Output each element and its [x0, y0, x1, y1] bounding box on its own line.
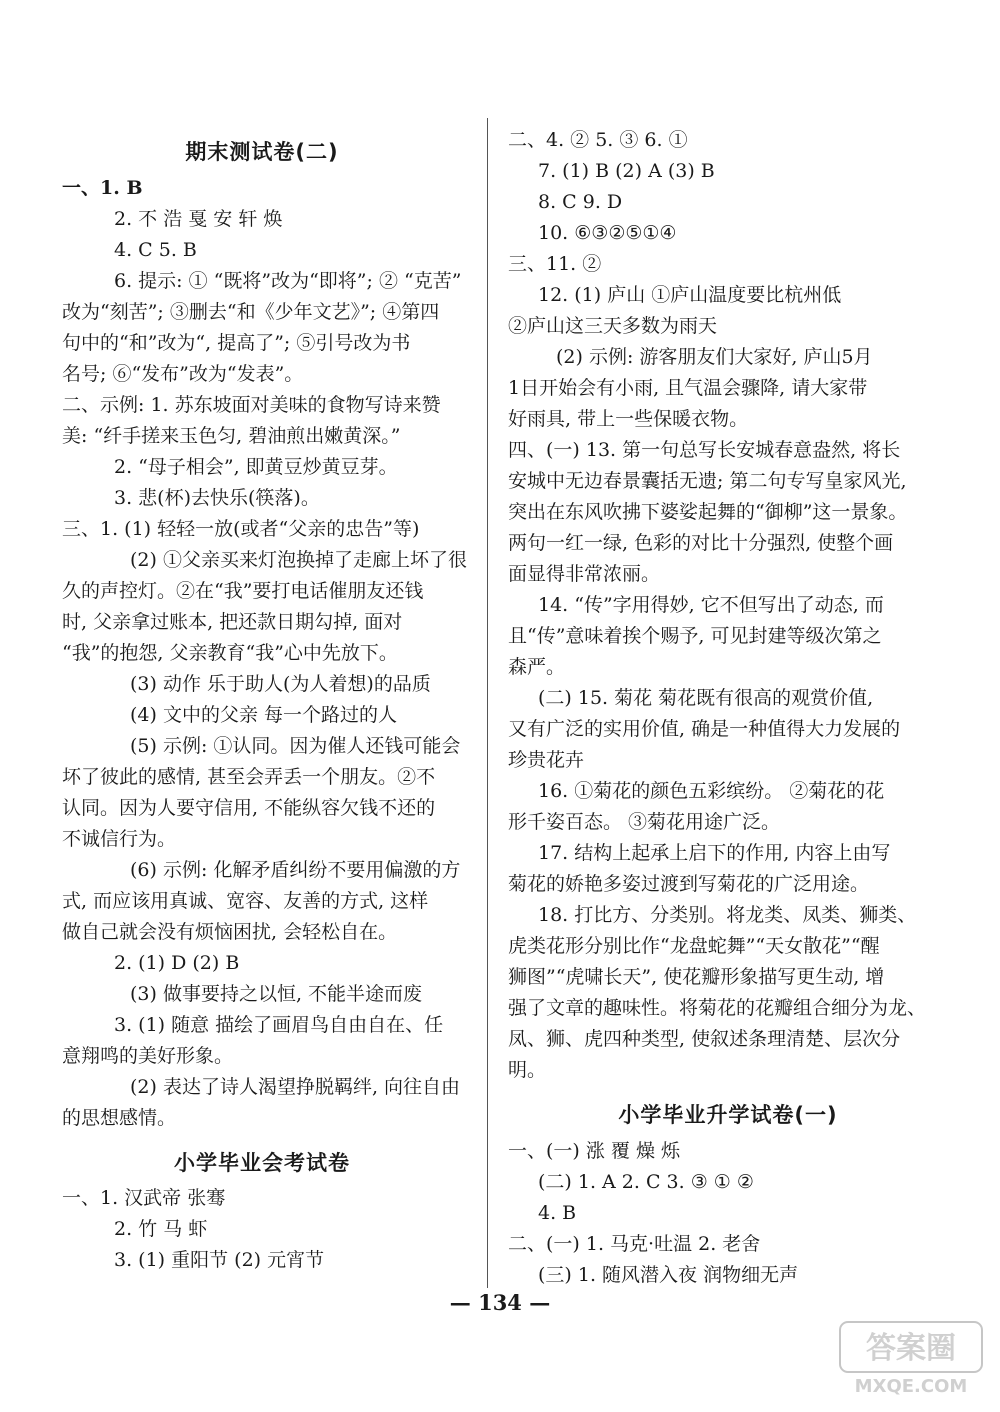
answer-line: 14. “传”字用得妙, 它不但写出了动态, 而	[538, 594, 884, 616]
answer-line: 3. 悲(杯)去快乐(筷落)。	[114, 487, 320, 509]
answer-line: 4. C 5. B	[114, 239, 197, 261]
answer-line: (6) 示例: 化解矛盾纠纷不要用偏激的方	[130, 859, 461, 881]
answer-line: 2. “母子相会”, 即黄豆炒黄豆芽。	[114, 456, 398, 478]
answer-line: 两句一红一绿, 色彩的对比十分强烈, 使整个画	[508, 532, 894, 554]
answer-line: 菊花的娇艳多姿过渡到写菊花的广泛用途。	[508, 873, 870, 895]
answer-line: (2) 表达了诗人渴望挣脱羁绊, 向往自由	[130, 1076, 461, 1098]
watermark-text-top: 答案圈	[866, 1331, 956, 1366]
answer-line: 一、1. B	[62, 177, 143, 199]
answer-line: 且“传”意味着挨个赐予, 可见封建等级次第之	[508, 625, 882, 647]
answer-line: 虎类花形分别比作“龙盘蛇舞”“天女散花”“醒	[508, 935, 880, 957]
answer-line: 1日开始会有小雨, 且气温会骤降, 请大家带	[508, 377, 868, 399]
answer-line: 式, 而应该用真诚、宽容、友善的方式, 这样	[62, 890, 429, 912]
answer-line: 10. ⑥③②⑤①④	[538, 222, 677, 244]
answer-line: 形千姿百态。 ③菊花用途广泛。	[508, 811, 781, 833]
answer-line: 意翔鸣的美好形象。	[62, 1045, 234, 1067]
answer-line: 一、(一) 涨 覆 燥 烁	[508, 1140, 680, 1162]
answer-line: 2. (1) D (2) B	[114, 952, 240, 974]
answer-line: 二、示例: 1. 苏东坡面对美味的食物写诗来赞	[62, 394, 441, 416]
answer-line: 4. B	[538, 1202, 577, 1224]
answer-line: 16. ①菊花的颜色五彩缤纷。 ②菊花的花	[538, 780, 885, 802]
answer-line: (三) 1. 随风潜入夜 润物细无声	[538, 1264, 799, 1286]
answer-line: 四、(一) 13. 第一句总写长安城春意盎然, 将长	[508, 439, 901, 461]
answer-line: 8. C 9. D	[538, 191, 623, 213]
answer-line: (2) 示例: 游客朋友们大家好, 庐山5月	[556, 346, 873, 368]
answer-line: 珍贵花卉	[508, 749, 585, 771]
answer-line: 6. 提示: ① “既将”改为“即将”; ② “克苦”	[114, 270, 462, 292]
answer-line: 狮图”“虎啸长天”, 使花瓣形象描写更生动, 增	[508, 966, 885, 988]
answer-line: (二) 15. 菊花 菊花既有很高的观赏价值,	[538, 687, 874, 709]
answer-line: 17. 结构上起承上启下的作用, 内容上由写	[538, 842, 891, 864]
answer-line: 强了文章的趣味性。将菊花的花瓣组合细分为龙、	[508, 997, 927, 1019]
watermark-text-bottom: MXQE.COM	[854, 1376, 968, 1397]
answer-line: (5) 示例: ①认同。因为催人还钱可能会	[130, 735, 461, 757]
answer-line: 二、(一) 1. 马克·吐温 2. 老舍	[508, 1233, 761, 1255]
answer-line: 做自己就会没有烦恼困扰, 会轻松自在。	[62, 921, 398, 943]
answer-line: 12. (1) 庐山 ①庐山温度要比杭州低	[538, 284, 842, 306]
answer-line: 3. (1) 重阳节 (2) 元宵节	[114, 1249, 325, 1271]
answer-line: 的思想感情。	[62, 1107, 177, 1129]
answer-line: (4) 文中的父亲 每一个路过的人	[130, 704, 397, 726]
answer-line: 2. 竹 马 虾	[114, 1218, 208, 1240]
answer-line: 二、4. ② 5. ③ 6. ①	[508, 129, 688, 151]
answer-line: 坏了彼此的感情, 甚至会弄丢一个朋友。②不	[62, 766, 436, 788]
answer-line: 7. (1) B (2) A (3) B	[538, 160, 715, 182]
column-divider	[487, 118, 488, 1288]
answer-line: “我”的抱怨, 父亲教育“我”心中先放下。	[62, 642, 398, 664]
page-number: — 134 —	[449, 1290, 551, 1315]
answer-line: 森严。	[508, 656, 566, 678]
answer-line: 时, 父亲拿过账本, 把还款日期勾掉, 面对	[62, 611, 403, 633]
answer-line: 句中的“和”改为“, 提高了”; ⑤引号改为书	[62, 332, 411, 354]
answer-line: 又有广泛的实用价值, 确是一种值得大力发展的	[508, 718, 901, 740]
answer-line: 面显得非常浓丽。	[508, 563, 661, 585]
answer-line: 美: “纤手搓来玉色匀, 碧油煎出嫩黄深。”	[62, 425, 401, 447]
section-title-graduation-exam: 小学毕业会考试卷	[174, 1151, 350, 1175]
answer-line: 认同。因为人要守信用, 不能纵容欠钱不还的	[62, 797, 436, 819]
answer-line: 不诚信行为。	[62, 828, 177, 850]
answer-line: 安城中无边春景囊括无遗; 第二句专写皇家风光,	[508, 470, 907, 492]
answer-line: 突出在东风吹拂下婆娑起舞的“御柳”这一景象。	[508, 501, 908, 523]
answer-line: 一、1. 汉武帝 张骞	[62, 1187, 226, 1209]
section-title-entrance-exam-1: 小学毕业升学试卷(一)	[618, 1103, 838, 1127]
answer-line: 三、11. ②	[508, 253, 602, 275]
section-title-final-exam-2: 期末测试卷(二)	[185, 140, 339, 164]
answer-line: (3) 动作 乐于助人(为人着想)的品质	[130, 673, 431, 695]
answer-line: 3. (1) 随意 描绘了画眉鸟自由自在、任	[114, 1014, 444, 1036]
answer-line: ②庐山这三天多数为雨天	[508, 315, 718, 337]
answer-line: (3) 做事要持之以恒, 不能半途而废	[130, 983, 423, 1005]
answer-line: 久的声控灯。②在“我”要打电话催朋友还钱	[62, 580, 424, 602]
answer-line: 凤、狮、虎四种类型, 使叙述条理清楚、层次分	[508, 1028, 901, 1050]
answer-line: 好雨具, 带上一些保暖衣物。	[508, 408, 749, 430]
answer-line: 名号; ⑥“发布”改为“发表”。	[62, 363, 304, 385]
answer-line: (2) ①父亲买来灯泡换掉了走廊上坏了很	[130, 549, 467, 571]
answer-line: 2. 不 浩 戛 安 轩 焕	[114, 208, 283, 230]
answer-line: 改为“刻苦”; ③删去“和《少年文艺》”; ④第四	[62, 301, 440, 323]
answer-line: 18. 打比方、分类别。将龙类、凤类、狮类、	[538, 904, 917, 926]
answer-line: (二) 1. A 2. C 3. ③ ① ②	[538, 1171, 754, 1193]
answer-line: 三、1. (1) 轻轻一放(或者“父亲的忠告”等)	[62, 518, 420, 540]
watermark-logo	[836, 1318, 986, 1400]
answer-line: 明。	[508, 1059, 547, 1081]
